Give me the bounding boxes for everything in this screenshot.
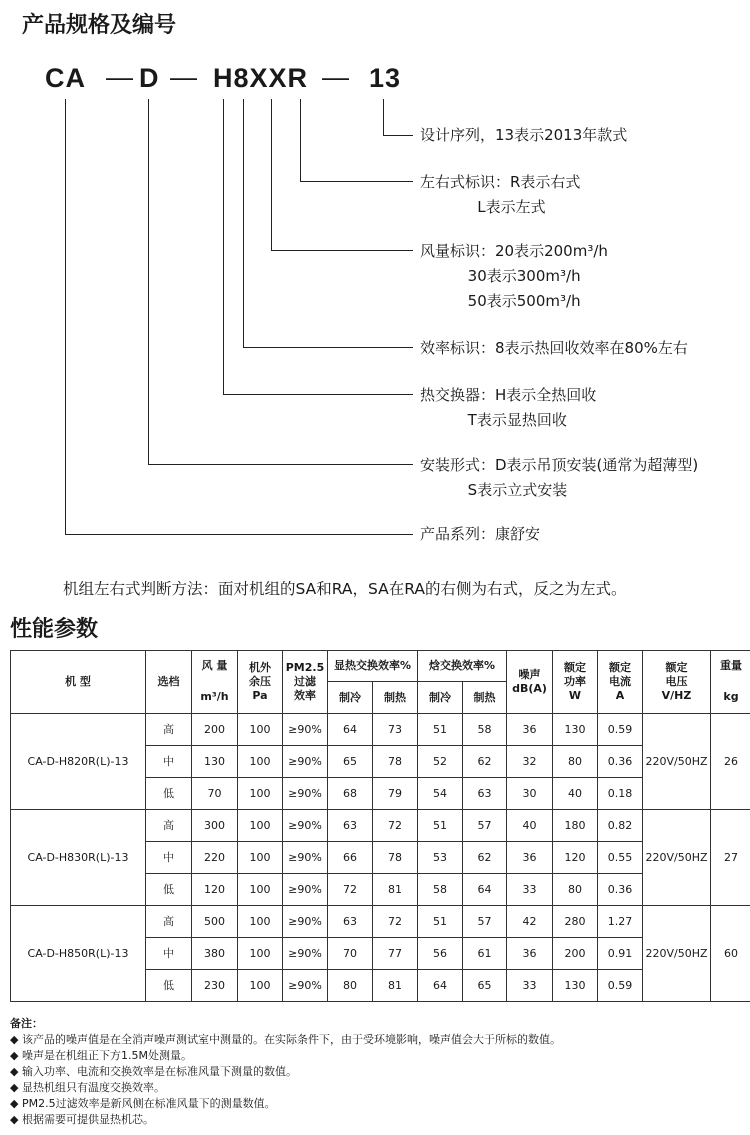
note-item: ◆ 输入功率、电流和交换效率是在标准风量下测量的数值。 [10, 1065, 297, 1078]
cell-enthalpy-heat: 61 [463, 938, 507, 970]
cell-weight: 26 [711, 714, 750, 810]
cell-sensible-cool: 68 [328, 778, 373, 810]
desc-airflow: 风量标识：20表示200m³/h 30表示300m³/h 50表示500m³/h [420, 242, 608, 310]
code-part-design: 13 [369, 63, 402, 93]
cell-sensible-heat: 72 [373, 906, 418, 938]
cell-speed: 高 [146, 810, 192, 842]
header-current: 额定 电流 A [598, 651, 643, 714]
cell-sensible-heat: 77 [373, 938, 418, 970]
cell-noise: 36 [507, 938, 553, 970]
cell-current: 0.91 [598, 938, 643, 970]
cell-current: 0.59 [598, 714, 643, 746]
cell-sensible-cool: 63 [328, 906, 373, 938]
cell-pressure: 100 [238, 714, 283, 746]
cell-power: 40 [553, 778, 598, 810]
code-dash: — [170, 62, 197, 92]
cell-sensible-heat: 73 [373, 714, 418, 746]
code-part-series: CA [45, 63, 86, 93]
cell-noise: 33 [507, 874, 553, 906]
header-airflow-unit: m³/h [192, 682, 238, 714]
perf-title: 性能参数 [10, 617, 99, 642]
cell-enthalpy-cool: 51 [418, 906, 463, 938]
header-enthalpy-heat: 制热 [463, 682, 507, 714]
cell-speed: 低 [146, 970, 192, 1002]
cell-enthalpy-heat: 64 [463, 874, 507, 906]
note-item: ◆ 根据需要可提供显热机芯。 [10, 1113, 154, 1126]
cell-pm25: ≥90% [283, 714, 328, 746]
header-pm25: PM2.5 过滤 效率 [283, 651, 328, 714]
cell-enthalpy-heat: 57 [463, 810, 507, 842]
cell-power: 130 [553, 970, 598, 1002]
desc-left-right: 左右式标识：R表示右式 L表示左式 [420, 173, 581, 216]
cell-enthalpy-cool: 58 [418, 874, 463, 906]
code-part-install: D [139, 63, 160, 93]
cell-enthalpy-cool: 54 [418, 778, 463, 810]
cell-airflow: 70 [192, 778, 238, 810]
cell-enthalpy-cool: 51 [418, 714, 463, 746]
cell-airflow: 130 [192, 746, 238, 778]
cell-airflow: 500 [192, 906, 238, 938]
cell-enthalpy-cool: 56 [418, 938, 463, 970]
cell-weight: 60 [711, 906, 750, 1002]
header-sensible: 显热交换效率% [328, 651, 418, 682]
header-weight-unit: kg [711, 682, 750, 714]
note-item: ◆ 噪声是在机组正下方1.5M处测量。 [10, 1049, 192, 1062]
table-row [11, 906, 750, 938]
desc-heat-exchanger: 热交换器：H表示全热回收 T表示显热回收 [420, 386, 597, 429]
cell-current: 0.59 [598, 970, 643, 1002]
cell-power: 280 [553, 906, 598, 938]
cell-enthalpy-heat: 57 [463, 906, 507, 938]
cell-pressure: 100 [238, 906, 283, 938]
cell-noise: 33 [507, 970, 553, 1002]
cell-enthalpy-cool: 51 [418, 810, 463, 842]
cell-sensible-cool: 80 [328, 970, 373, 1002]
cell-model: CA-D-H830R(L)-13 [11, 810, 146, 906]
cell-voltage: 220V/50HZ [643, 714, 711, 810]
header-model: 机 型 [11, 651, 146, 714]
cell-enthalpy-cool: 52 [418, 746, 463, 778]
header-voltage: 额定 电压 V/HZ [643, 651, 711, 714]
cell-noise: 40 [507, 810, 553, 842]
notes-title: 备注： [10, 1017, 43, 1030]
cell-pm25: ≥90% [283, 970, 328, 1002]
cell-power: 180 [553, 810, 598, 842]
cell-speed: 低 [146, 778, 192, 810]
cell-sensible-cool: 70 [328, 938, 373, 970]
table-row [11, 810, 750, 842]
spec-title: 产品规格及编号 [22, 13, 177, 38]
judge-method-text: 机组左右式判断方法：面对机组的SA和RA，SA在RA的右侧为右式，反之为左式。 [63, 580, 627, 598]
cell-power: 80 [553, 874, 598, 906]
cell-pm25: ≥90% [283, 810, 328, 842]
cell-sensible-heat: 78 [373, 746, 418, 778]
cell-power: 200 [553, 938, 598, 970]
cell-pressure: 100 [238, 842, 283, 874]
note-item: ◆ 显热机组只有温度交换效率。 [10, 1081, 165, 1094]
cell-current: 1.27 [598, 906, 643, 938]
cell-airflow: 300 [192, 810, 238, 842]
cell-pressure: 100 [238, 938, 283, 970]
cell-power: 80 [553, 746, 598, 778]
cell-enthalpy-cool: 64 [418, 970, 463, 1002]
desc-install-form: 安装形式：D表示吊顶安装(通常为超薄型) S表示立式安装 [420, 456, 699, 499]
cell-power: 120 [553, 842, 598, 874]
cell-sensible-heat: 78 [373, 842, 418, 874]
cell-pressure: 100 [238, 874, 283, 906]
cell-noise: 36 [507, 842, 553, 874]
cell-pm25: ≥90% [283, 874, 328, 906]
cell-enthalpy-heat: 65 [463, 970, 507, 1002]
cell-airflow: 120 [192, 874, 238, 906]
header-enthalpy: 焓交换效率% [418, 651, 507, 682]
cell-sensible-cool: 65 [328, 746, 373, 778]
cell-enthalpy-heat: 58 [463, 714, 507, 746]
cell-enthalpy-cool: 53 [418, 842, 463, 874]
note-item: ◆ 该产品的噪声值是在全消声噪声测试室中测量的。在实际条件下，由于受环境影响，噪声值会大于所标的数值。 [10, 1033, 561, 1046]
cell-current: 0.36 [598, 746, 643, 778]
cell-sensible-heat: 81 [373, 874, 418, 906]
cell-enthalpy-heat: 63 [463, 778, 507, 810]
cell-current: 0.82 [598, 810, 643, 842]
cell-pressure: 100 [238, 746, 283, 778]
cell-enthalpy-heat: 62 [463, 746, 507, 778]
cell-current: 0.18 [598, 778, 643, 810]
cell-speed: 中 [146, 746, 192, 778]
code-dash: — [106, 62, 133, 92]
cell-noise: 36 [507, 714, 553, 746]
note-item: ◆ PM2.5过滤效率是新风侧在标准风量下的测量数值。 [10, 1097, 276, 1110]
cell-pressure: 100 [238, 810, 283, 842]
header-weight: 重量 [711, 651, 750, 682]
cell-speed: 高 [146, 714, 192, 746]
header-sensible-heat: 制热 [373, 682, 418, 714]
table-row [11, 714, 750, 746]
header-enthalpy-cool: 制冷 [418, 682, 463, 714]
cell-noise: 30 [507, 778, 553, 810]
cell-pm25: ≥90% [283, 746, 328, 778]
cell-pressure: 100 [238, 970, 283, 1002]
cell-sensible-heat: 81 [373, 970, 418, 1002]
header-power: 额定 功率 W [553, 651, 598, 714]
cell-sensible-cool: 64 [328, 714, 373, 746]
cell-voltage: 220V/50HZ [643, 810, 711, 906]
cell-sensible-heat: 79 [373, 778, 418, 810]
cell-pm25: ≥90% [283, 778, 328, 810]
cell-pm25: ≥90% [283, 906, 328, 938]
cell-airflow: 200 [192, 714, 238, 746]
cell-sensible-cool: 63 [328, 810, 373, 842]
cell-sensible-cool: 66 [328, 842, 373, 874]
cell-sensible-cool: 72 [328, 874, 373, 906]
header-airflow: 风 量 [192, 651, 238, 682]
cell-voltage: 220V/50HZ [643, 906, 711, 1002]
cell-airflow: 220 [192, 842, 238, 874]
cell-pressure: 100 [238, 778, 283, 810]
desc-product-series: 产品系列：康舒安 [420, 525, 541, 543]
cell-noise: 42 [507, 906, 553, 938]
cell-airflow: 230 [192, 970, 238, 1002]
cell-airflow: 380 [192, 938, 238, 970]
header-sensible-cool: 制冷 [328, 682, 373, 714]
cell-model: CA-D-H820R(L)-13 [11, 714, 146, 810]
cell-noise: 32 [507, 746, 553, 778]
cell-current: 0.55 [598, 842, 643, 874]
cell-enthalpy-heat: 62 [463, 842, 507, 874]
performance-table [10, 650, 750, 1002]
header-speed: 选档 [146, 651, 192, 714]
notes-section [10, 1016, 561, 1128]
cell-power: 130 [553, 714, 598, 746]
code-part-main: H8XXR [213, 63, 309, 93]
cell-sensible-heat: 72 [373, 810, 418, 842]
cell-current: 0.36 [598, 874, 643, 906]
cell-pm25: ≥90% [283, 842, 328, 874]
code-dash: — [322, 62, 349, 92]
desc-efficiency: 效率标识：8表示热回收效率在80%左右 [420, 339, 688, 357]
cell-speed: 中 [146, 842, 192, 874]
cell-speed: 中 [146, 938, 192, 970]
cell-model: CA-D-H850R(L)-13 [11, 906, 146, 1002]
header-noise: 噪声 dB(A) [507, 651, 553, 714]
cell-speed: 高 [146, 906, 192, 938]
cell-speed: 低 [146, 874, 192, 906]
desc-design-series: 设计序列，13表示2013年款式 [420, 126, 628, 144]
cell-pm25: ≥90% [283, 938, 328, 970]
header-pressure: 机外 余压 Pa [238, 651, 283, 714]
cell-weight: 27 [711, 810, 750, 906]
